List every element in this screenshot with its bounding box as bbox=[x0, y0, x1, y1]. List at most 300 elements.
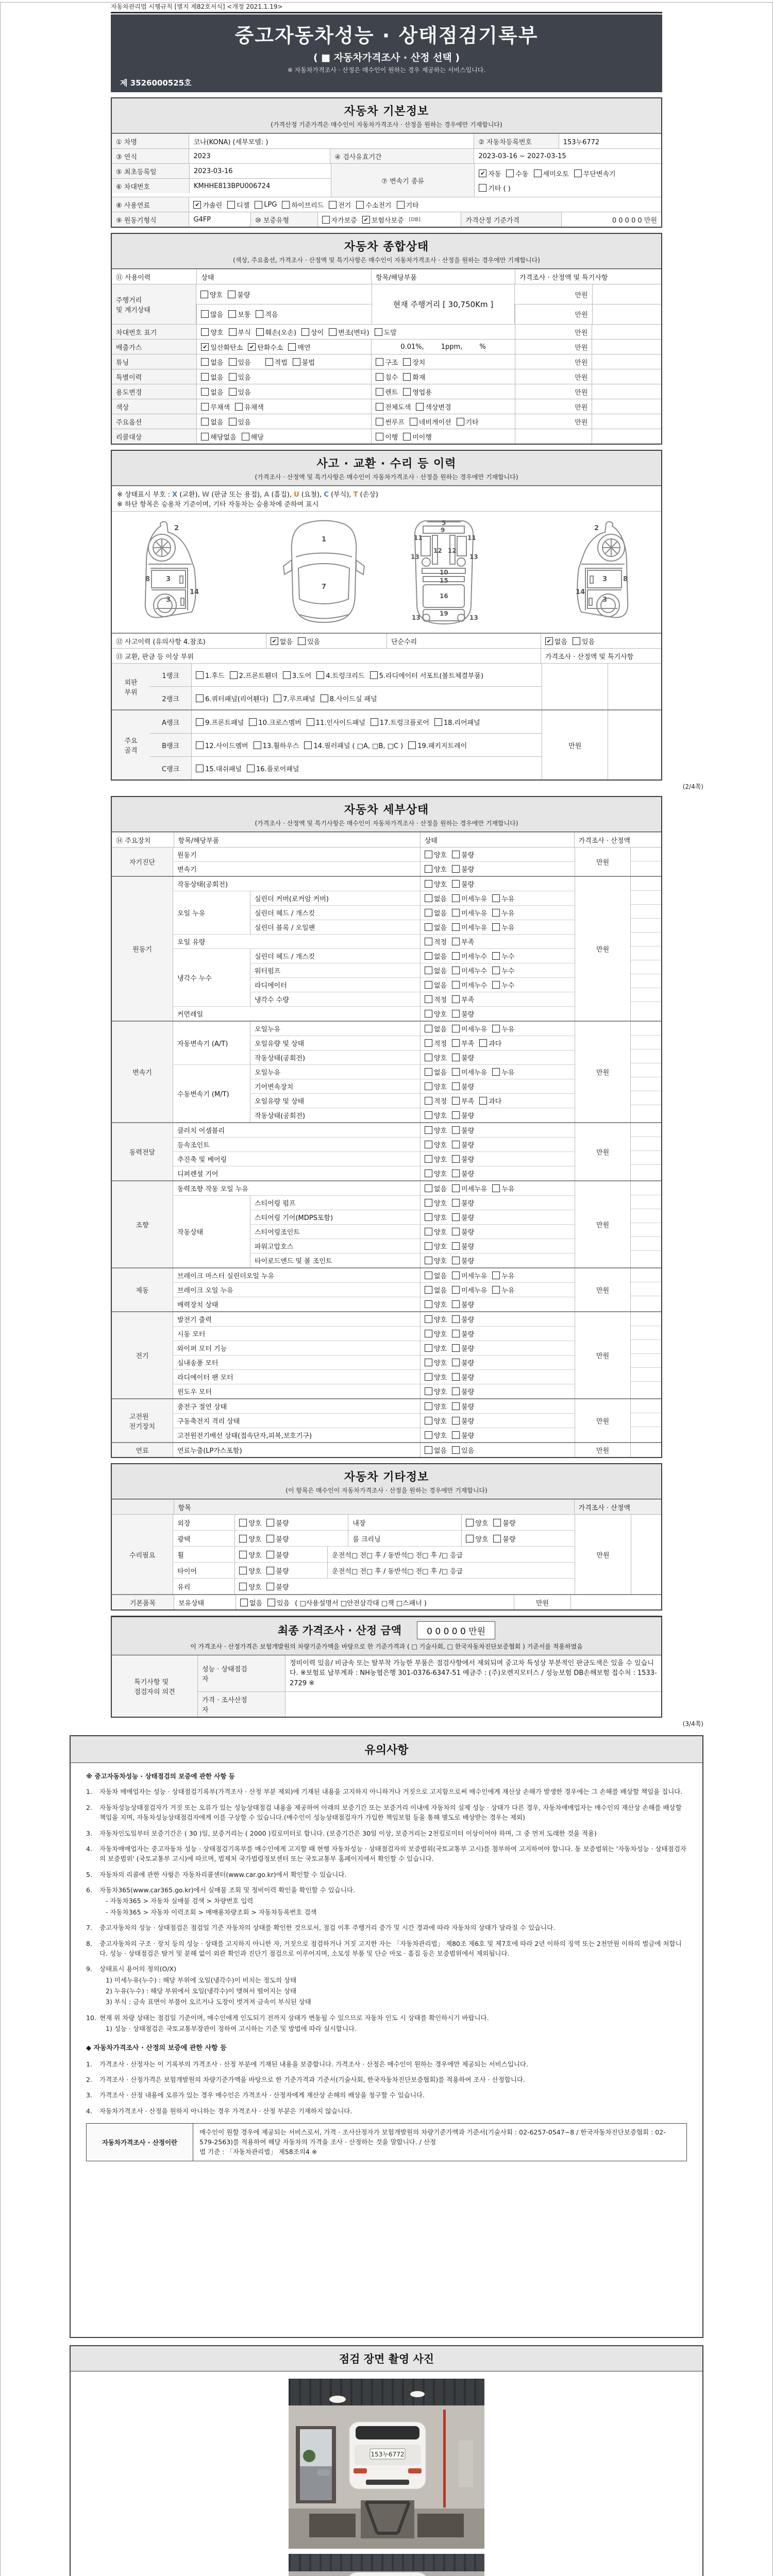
state-option[interactable] bbox=[452, 1256, 474, 1265]
checkbox-box[interactable] bbox=[403, 373, 411, 381]
checkbox-box[interactable] bbox=[201, 328, 209, 336]
state-option[interactable] bbox=[266, 1534, 289, 1544]
checkbox-box[interactable] bbox=[425, 1402, 432, 1410]
checkbox-box[interactable]: ✔ bbox=[193, 201, 201, 209]
checkbox-box[interactable] bbox=[425, 1141, 432, 1148]
state-option[interactable] bbox=[201, 342, 243, 352]
state-option[interactable] bbox=[452, 1038, 474, 1048]
state-option[interactable] bbox=[452, 1110, 474, 1120]
state-option[interactable] bbox=[452, 1386, 474, 1396]
state-option[interactable] bbox=[425, 937, 447, 946]
state-option[interactable] bbox=[266, 1518, 289, 1528]
state-option[interactable] bbox=[452, 850, 474, 859]
state-option[interactable] bbox=[452, 1314, 474, 1324]
checkbox-box[interactable] bbox=[492, 981, 500, 989]
checkbox-box[interactable] bbox=[321, 694, 328, 702]
checkbox-box[interactable] bbox=[452, 981, 460, 989]
checkbox-box[interactable] bbox=[452, 1111, 460, 1119]
item-option[interactable] bbox=[410, 417, 451, 427]
checkbox-box[interactable] bbox=[425, 1387, 432, 1395]
checkbox-box[interactable] bbox=[425, 995, 432, 1003]
checkbox-box[interactable] bbox=[425, 1184, 432, 1192]
state-option[interactable] bbox=[229, 417, 251, 427]
checkbox-box[interactable] bbox=[479, 1039, 487, 1047]
checkbox-box[interactable] bbox=[201, 310, 209, 318]
checkbox-box[interactable] bbox=[452, 1402, 460, 1410]
state-option[interactable] bbox=[452, 965, 487, 975]
state-option[interactable] bbox=[266, 1582, 289, 1591]
checkbox-box[interactable] bbox=[196, 671, 204, 679]
fuel-option[interactable] bbox=[227, 200, 249, 210]
checkbox-box[interactable] bbox=[452, 967, 460, 974]
checkbox-box[interactable] bbox=[452, 1054, 460, 1061]
checkbox-box[interactable] bbox=[452, 1330, 460, 1337]
state-option[interactable] bbox=[492, 1024, 514, 1033]
state-option[interactable] bbox=[425, 1140, 447, 1149]
checkbox-box[interactable] bbox=[266, 1535, 274, 1543]
checkbox-box[interactable] bbox=[229, 373, 237, 381]
part-option[interactable] bbox=[274, 693, 315, 703]
state-option[interactable] bbox=[201, 327, 223, 337]
mileage-option[interactable] bbox=[201, 309, 223, 319]
state-option[interactable] bbox=[265, 357, 288, 367]
checkbox-box[interactable] bbox=[201, 373, 209, 381]
state-option[interactable] bbox=[229, 387, 251, 397]
checkbox-box[interactable] bbox=[376, 433, 383, 440]
state-option[interactable] bbox=[242, 432, 264, 442]
state-option[interactable] bbox=[479, 1096, 501, 1106]
state-option[interactable] bbox=[452, 864, 474, 874]
checkbox-box[interactable] bbox=[254, 741, 261, 749]
checkbox-box[interactable] bbox=[534, 170, 542, 177]
checkbox-box[interactable] bbox=[256, 310, 263, 318]
checkbox-box[interactable] bbox=[425, 909, 432, 917]
checkbox-box[interactable] bbox=[452, 1286, 460, 1294]
part-option[interactable] bbox=[316, 670, 364, 680]
item-option[interactable] bbox=[403, 432, 432, 442]
checkbox-box[interactable] bbox=[452, 1228, 460, 1235]
state-option[interactable] bbox=[201, 402, 230, 412]
state-option[interactable] bbox=[452, 1067, 487, 1077]
item-option[interactable] bbox=[403, 372, 425, 382]
checkbox-box[interactable] bbox=[425, 981, 432, 989]
item-option[interactable] bbox=[376, 432, 398, 442]
checkbox-box[interactable] bbox=[492, 894, 500, 902]
checkbox-box[interactable] bbox=[452, 995, 460, 1003]
checkbox-box[interactable] bbox=[227, 201, 235, 209]
state-option[interactable] bbox=[492, 908, 514, 918]
checkbox-box[interactable] bbox=[229, 418, 237, 426]
state-option[interactable] bbox=[248, 342, 283, 352]
state-option[interactable] bbox=[452, 1299, 474, 1309]
state-option[interactable] bbox=[452, 1125, 474, 1135]
state-option[interactable] bbox=[479, 1038, 501, 1048]
checkbox-box[interactable] bbox=[452, 1025, 460, 1032]
state-option[interactable] bbox=[492, 1183, 514, 1193]
state-option[interactable] bbox=[229, 357, 251, 367]
checkbox-box[interactable] bbox=[283, 671, 291, 679]
checkbox-box[interactable] bbox=[574, 170, 582, 177]
item-option[interactable] bbox=[457, 417, 479, 427]
state-option[interactable] bbox=[452, 1372, 474, 1382]
state-option[interactable] bbox=[452, 1024, 487, 1033]
checkbox-box[interactable] bbox=[425, 1359, 432, 1366]
state-option[interactable] bbox=[425, 1053, 447, 1062]
checkbox-box[interactable] bbox=[452, 952, 460, 960]
checkbox-box[interactable] bbox=[329, 328, 337, 336]
checkbox-box[interactable] bbox=[356, 201, 364, 209]
checkbox-box[interactable] bbox=[452, 1300, 460, 1308]
state-option[interactable] bbox=[452, 1081, 474, 1091]
state-option[interactable] bbox=[425, 1416, 447, 1426]
state-option[interactable] bbox=[452, 1154, 474, 1164]
checkbox-box[interactable] bbox=[452, 1417, 460, 1425]
item-option[interactable] bbox=[376, 417, 405, 427]
checkbox-box[interactable] bbox=[452, 1097, 460, 1105]
checkbox-box[interactable] bbox=[274, 694, 281, 702]
checkbox-box[interactable] bbox=[425, 880, 432, 888]
checkbox-box[interactable] bbox=[410, 418, 417, 426]
checkbox-box[interactable] bbox=[425, 1431, 432, 1439]
checkbox-box[interactable] bbox=[452, 1272, 460, 1279]
checkbox-box[interactable] bbox=[425, 923, 432, 931]
part-option[interactable] bbox=[254, 740, 299, 750]
state-option[interactable] bbox=[425, 1401, 447, 1411]
checkbox-box[interactable] bbox=[266, 1583, 274, 1590]
transmission-option[interactable] bbox=[479, 168, 501, 178]
state-option[interactable] bbox=[452, 1270, 487, 1280]
checkbox-box[interactable] bbox=[196, 741, 204, 749]
checkbox-box[interactable] bbox=[492, 923, 500, 931]
fuel-option[interactable] bbox=[397, 200, 419, 210]
state-option[interactable] bbox=[266, 1566, 289, 1575]
checkbox-box[interactable] bbox=[425, 1155, 432, 1163]
accident-option[interactable] bbox=[271, 636, 293, 646]
checkbox-box[interactable] bbox=[425, 1330, 432, 1337]
checkbox-box[interactable] bbox=[376, 388, 383, 396]
part-option[interactable] bbox=[408, 740, 467, 750]
checkbox-box[interactable] bbox=[425, 1039, 432, 1047]
checkbox-box[interactable] bbox=[376, 373, 383, 381]
checkbox-box[interactable] bbox=[425, 1272, 432, 1279]
item-option[interactable] bbox=[416, 402, 451, 412]
fuel-option[interactable] bbox=[356, 200, 391, 210]
state-option[interactable] bbox=[201, 357, 223, 367]
state-option[interactable] bbox=[425, 1285, 447, 1295]
state-option[interactable] bbox=[425, 1198, 447, 1208]
checkbox-box[interactable] bbox=[239, 1551, 247, 1558]
state-option[interactable] bbox=[266, 1550, 289, 1560]
item-option[interactable] bbox=[376, 372, 398, 382]
checkbox-box[interactable] bbox=[201, 403, 209, 411]
state-option[interactable] bbox=[425, 893, 447, 903]
checkbox-box[interactable] bbox=[282, 201, 290, 209]
checkbox-box[interactable]: ✔ bbox=[201, 343, 209, 351]
state-option[interactable] bbox=[452, 1183, 487, 1193]
checkbox-box[interactable] bbox=[493, 1519, 501, 1527]
checkbox-box[interactable] bbox=[425, 1097, 432, 1105]
state-option[interactable] bbox=[240, 1598, 262, 1607]
state-option[interactable] bbox=[425, 850, 447, 859]
part-option[interactable] bbox=[321, 693, 377, 703]
state-option[interactable] bbox=[452, 1343, 474, 1353]
state-option[interactable] bbox=[452, 1212, 474, 1222]
state-option[interactable] bbox=[466, 1518, 488, 1528]
checkbox-box[interactable] bbox=[307, 718, 314, 726]
state-option[interactable] bbox=[201, 372, 223, 382]
checkbox-box[interactable] bbox=[293, 358, 300, 366]
checkbox-box[interactable] bbox=[196, 694, 204, 702]
checkbox-box[interactable] bbox=[457, 418, 464, 426]
checkbox-box[interactable] bbox=[266, 1519, 274, 1527]
checkbox-box[interactable] bbox=[242, 433, 249, 440]
state-option[interactable] bbox=[229, 327, 251, 337]
part-option[interactable] bbox=[283, 670, 312, 680]
checkbox-box[interactable] bbox=[228, 310, 236, 318]
checkbox-box[interactable] bbox=[425, 1082, 432, 1090]
state-option[interactable] bbox=[425, 1110, 447, 1120]
state-option[interactable] bbox=[425, 1241, 447, 1251]
state-option[interactable] bbox=[492, 922, 514, 932]
checkbox-box[interactable] bbox=[452, 1387, 460, 1395]
checkbox-box[interactable] bbox=[425, 1300, 432, 1308]
state-option[interactable] bbox=[425, 879, 447, 889]
state-option[interactable] bbox=[288, 342, 310, 352]
state-option[interactable] bbox=[201, 432, 236, 442]
state-option[interactable] bbox=[425, 980, 447, 990]
state-option[interactable] bbox=[425, 1314, 447, 1324]
checkbox-box[interactable] bbox=[228, 291, 236, 298]
state-option[interactable] bbox=[452, 908, 487, 918]
checkbox-box[interactable] bbox=[201, 433, 209, 440]
part-option[interactable] bbox=[196, 693, 268, 703]
checkbox-box[interactable] bbox=[452, 1010, 460, 1018]
state-option[interactable] bbox=[452, 1096, 474, 1106]
checkbox-box[interactable] bbox=[425, 1286, 432, 1294]
checkbox-box[interactable] bbox=[452, 1170, 460, 1177]
state-option[interactable] bbox=[425, 1009, 447, 1019]
checkbox-box[interactable] bbox=[376, 403, 383, 411]
state-option[interactable] bbox=[425, 951, 447, 961]
checkbox-box[interactable] bbox=[301, 328, 309, 336]
repair-option[interactable] bbox=[545, 636, 567, 646]
checkbox-box[interactable] bbox=[492, 952, 500, 960]
checkbox-box[interactable] bbox=[425, 1373, 432, 1381]
checkbox-box[interactable] bbox=[425, 894, 432, 902]
state-option[interactable] bbox=[425, 1125, 447, 1135]
state-option[interactable] bbox=[452, 1329, 474, 1338]
checkbox-box[interactable] bbox=[492, 1068, 500, 1076]
mileage-option[interactable] bbox=[228, 290, 250, 299]
state-option[interactable] bbox=[425, 1358, 447, 1367]
checkbox-box[interactable] bbox=[371, 718, 378, 726]
warranty-option[interactable] bbox=[322, 215, 357, 225]
item-option[interactable] bbox=[403, 387, 432, 397]
state-option[interactable] bbox=[329, 327, 369, 337]
checkbox-box[interactable] bbox=[425, 1068, 432, 1076]
part-option[interactable] bbox=[230, 670, 278, 680]
state-option[interactable] bbox=[452, 922, 487, 932]
state-option[interactable] bbox=[425, 965, 447, 975]
checkbox-box[interactable] bbox=[452, 1126, 460, 1134]
checkbox-box[interactable] bbox=[408, 741, 416, 749]
checkbox-box[interactable] bbox=[425, 1257, 432, 1264]
checkbox-box[interactable] bbox=[239, 1583, 247, 1590]
state-option[interactable] bbox=[229, 372, 251, 382]
checkbox-box[interactable] bbox=[304, 741, 312, 749]
state-option[interactable] bbox=[239, 1566, 261, 1575]
state-option[interactable] bbox=[493, 1518, 515, 1528]
checkbox-box[interactable] bbox=[425, 1126, 432, 1134]
checkbox-box[interactable] bbox=[466, 1535, 474, 1543]
state-option[interactable] bbox=[425, 864, 447, 874]
checkbox-box[interactable] bbox=[376, 418, 383, 426]
checkbox-box[interactable] bbox=[239, 1535, 247, 1543]
checkbox-box[interactable] bbox=[298, 637, 306, 645]
checkbox-box[interactable] bbox=[376, 358, 383, 366]
checkbox-box[interactable] bbox=[425, 1170, 432, 1177]
checkbox-box[interactable] bbox=[403, 433, 411, 440]
state-option[interactable] bbox=[201, 387, 223, 397]
checkbox-box[interactable] bbox=[403, 358, 411, 366]
state-option[interactable] bbox=[425, 922, 447, 932]
checkbox-box[interactable] bbox=[492, 967, 500, 974]
state-option[interactable] bbox=[492, 965, 514, 975]
state-option[interactable] bbox=[235, 402, 264, 412]
checkbox-box[interactable] bbox=[329, 201, 337, 209]
state-option[interactable] bbox=[293, 357, 315, 367]
checkbox-box[interactable] bbox=[492, 1272, 500, 1279]
checkbox-box[interactable] bbox=[200, 291, 208, 298]
state-option[interactable] bbox=[452, 1445, 474, 1455]
state-option[interactable] bbox=[452, 879, 474, 889]
item-option[interactable] bbox=[376, 402, 411, 412]
checkbox-box[interactable] bbox=[397, 201, 405, 209]
state-option[interactable] bbox=[425, 1227, 447, 1236]
part-option[interactable] bbox=[196, 717, 244, 727]
state-option[interactable] bbox=[425, 1445, 447, 1455]
part-option[interactable] bbox=[196, 740, 248, 750]
checkbox-box[interactable] bbox=[492, 1025, 500, 1032]
checkbox-box[interactable] bbox=[322, 216, 330, 224]
transmission-option[interactable] bbox=[574, 168, 616, 178]
part-option[interactable] bbox=[247, 764, 299, 773]
part-option[interactable] bbox=[304, 740, 403, 750]
state-option[interactable] bbox=[452, 937, 474, 946]
checkbox-box[interactable] bbox=[247, 765, 255, 772]
checkbox-box[interactable] bbox=[492, 1286, 500, 1294]
checkbox-box[interactable] bbox=[425, 1199, 432, 1207]
checkbox-box[interactable]: ✔ bbox=[248, 343, 256, 351]
checkbox-box[interactable] bbox=[425, 1417, 432, 1425]
checkbox-box[interactable] bbox=[452, 1431, 460, 1439]
checkbox-box[interactable] bbox=[266, 1551, 274, 1558]
part-option[interactable] bbox=[196, 764, 242, 773]
checkbox-box[interactable]: ✔ bbox=[545, 637, 553, 645]
warranty-option[interactable] bbox=[362, 215, 404, 225]
checkbox-box[interactable] bbox=[452, 865, 460, 873]
state-option[interactable] bbox=[301, 327, 324, 337]
checkbox-box[interactable] bbox=[452, 1344, 460, 1352]
state-option[interactable] bbox=[452, 1401, 474, 1411]
checkbox-box[interactable] bbox=[425, 1315, 432, 1323]
repair-option[interactable] bbox=[573, 636, 595, 646]
part-option[interactable] bbox=[307, 717, 365, 727]
checkbox-box[interactable] bbox=[201, 418, 209, 426]
state-option[interactable] bbox=[452, 1416, 474, 1426]
checkbox-box[interactable] bbox=[229, 388, 237, 396]
checkbox-box[interactable] bbox=[229, 358, 237, 366]
checkbox-box[interactable] bbox=[479, 184, 486, 192]
checkbox-box[interactable] bbox=[425, 1010, 432, 1018]
part-option[interactable] bbox=[196, 670, 225, 680]
checkbox-box[interactable] bbox=[493, 1535, 501, 1543]
checkbox-box[interactable]: ✔ bbox=[362, 216, 370, 224]
mileage-option[interactable] bbox=[256, 309, 278, 319]
item-option[interactable] bbox=[376, 387, 398, 397]
checkbox-box[interactable] bbox=[425, 1111, 432, 1119]
state-option[interactable] bbox=[425, 1067, 447, 1077]
checkbox-box[interactable] bbox=[492, 909, 500, 917]
state-option[interactable] bbox=[452, 1241, 474, 1251]
state-option[interactable] bbox=[375, 327, 397, 337]
state-option[interactable] bbox=[452, 1168, 474, 1178]
checkbox-box[interactable] bbox=[425, 851, 432, 858]
checkbox-box[interactable] bbox=[425, 1344, 432, 1352]
state-option[interactable] bbox=[425, 1038, 447, 1048]
checkbox-box[interactable] bbox=[267, 1599, 275, 1606]
state-option[interactable] bbox=[492, 980, 514, 990]
checkbox-box[interactable] bbox=[452, 1257, 460, 1264]
state-option[interactable] bbox=[425, 1329, 447, 1338]
state-option[interactable] bbox=[201, 417, 223, 427]
state-option[interactable] bbox=[452, 1009, 474, 1019]
state-option[interactable] bbox=[492, 951, 514, 961]
checkbox-box[interactable] bbox=[452, 1315, 460, 1323]
checkbox-box[interactable] bbox=[452, 1082, 460, 1090]
checkbox-box[interactable] bbox=[425, 1228, 432, 1235]
checkbox-box[interactable] bbox=[452, 1446, 460, 1454]
accident-option[interactable] bbox=[298, 636, 320, 646]
checkbox-box[interactable] bbox=[452, 894, 460, 902]
state-option[interactable] bbox=[425, 1256, 447, 1265]
checkbox-box[interactable] bbox=[452, 1199, 460, 1207]
checkbox-box[interactable] bbox=[425, 1446, 432, 1454]
checkbox-box[interactable]: ✔ bbox=[271, 637, 278, 645]
checkbox-box[interactable] bbox=[403, 388, 411, 396]
state-option[interactable] bbox=[239, 1518, 261, 1528]
state-option[interactable] bbox=[425, 994, 447, 1004]
checkbox-box[interactable] bbox=[452, 1039, 460, 1047]
checkbox-box[interactable] bbox=[249, 718, 257, 726]
checkbox-box[interactable] bbox=[479, 1097, 487, 1105]
checkbox-box[interactable] bbox=[375, 328, 382, 336]
checkbox-box[interactable] bbox=[425, 952, 432, 960]
checkbox-box[interactable] bbox=[316, 671, 324, 679]
state-option[interactable] bbox=[425, 1183, 447, 1193]
checkbox-box[interactable] bbox=[452, 1359, 460, 1366]
checkbox-box[interactable] bbox=[196, 718, 204, 726]
checkbox-box[interactable] bbox=[452, 1068, 460, 1076]
state-option[interactable] bbox=[425, 908, 447, 918]
checkbox-box[interactable] bbox=[492, 1184, 500, 1192]
checkbox-box[interactable] bbox=[201, 388, 209, 396]
fuel-option[interactable] bbox=[255, 201, 277, 209]
checkbox-box[interactable] bbox=[425, 967, 432, 974]
checkbox-box[interactable] bbox=[425, 1025, 432, 1032]
checkbox-box[interactable] bbox=[235, 403, 243, 411]
state-option[interactable] bbox=[452, 951, 487, 961]
